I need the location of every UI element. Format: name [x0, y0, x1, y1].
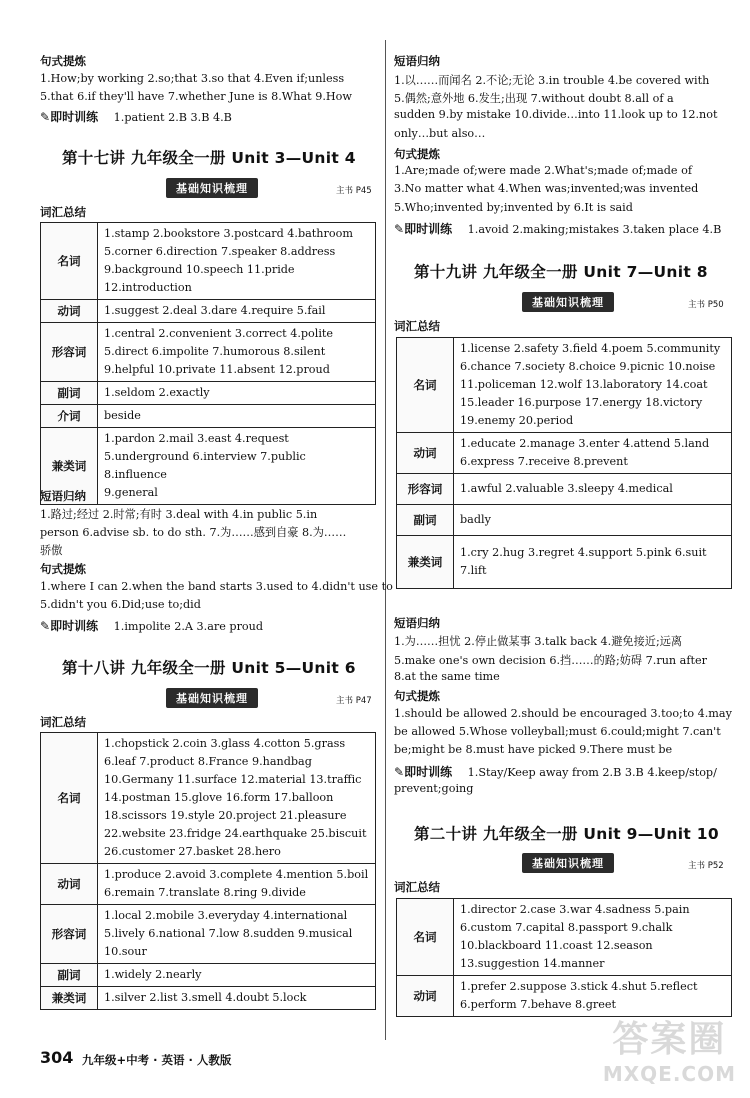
- section-banner: 基础知识梳理: [522, 853, 614, 873]
- table-row: [41, 733, 376, 864]
- pencil-icon: ✎: [394, 222, 405, 236]
- text-line: 1.为……担忧 2.停止做某事 3.talk back 4.避免接近;远离: [394, 635, 683, 648]
- row-header: 动词: [397, 433, 454, 474]
- text-line: 1.Are;made of;were made 2.What's;made of;made of: [394, 164, 692, 177]
- table-row: [397, 433, 732, 474]
- cell-line: 1.prefer 2.suppose 3.stick 4.shut 5.reflect: [460, 980, 698, 993]
- phrase-label: 短语归纳: [394, 54, 440, 68]
- cell-line: 1.license 2.safety 3.field 4.poem 5.community: [460, 342, 721, 355]
- row-header: 兼类词: [397, 536, 454, 589]
- cell-line: 1.silver 2.list 3.smell 4.doubt 5.lock: [104, 991, 307, 1004]
- cell-line: beside: [104, 409, 141, 422]
- section-banner: 基础知识梳理: [166, 688, 258, 708]
- train-answers: 1.avoid 2.making;mistakes 3.taken place 4.B: [467, 223, 722, 236]
- cell-line: 6.leaf 7.product 8.France 9.handbag: [104, 755, 312, 768]
- cell-line: 7.lift: [460, 564, 487, 577]
- cell-line: 18.scissors 19.style 20.project 21.pleasure: [104, 809, 347, 822]
- cell-line: 6.perform 7.behave 8.greet: [460, 998, 616, 1011]
- vocab-label: 词汇总结: [394, 319, 440, 333]
- section-label: 句式提炼: [40, 54, 86, 68]
- cell-line: 14.postman 15.glove 16.form 17.balloon: [104, 791, 334, 804]
- train-answers: 1.patient 2.B 3.B 4.B: [113, 111, 232, 124]
- vocab-table: [396, 898, 732, 1017]
- cell-line: 6.chance 7.society 8.choice 9.picnic 10.noise: [460, 360, 716, 373]
- text-line: 1.路过;经过 2.时常;有时 3.deal with 4.in public 5.in: [40, 508, 318, 521]
- table-row: [397, 338, 732, 433]
- table-row: [397, 474, 732, 505]
- cell-line: 10.Germany 11.surface 12.material 13.traffic: [104, 773, 362, 786]
- vocab-label: 词汇总结: [40, 715, 86, 729]
- text-line: 1.where I can 2.when the band starts 3.used to 4.didn't use to: [40, 580, 393, 593]
- cell-line: 1.stamp 2.bookstore 3.postcard 4.bathroom: [104, 227, 353, 240]
- text-line: 3.No matter what 4.When was;invented;was invented: [394, 182, 699, 195]
- text-line: sudden 9.by mistake 10.divide…into 11.look up to 12.not: [394, 108, 718, 121]
- cell-line: 1.suggest 2.deal 3.dare 4.require 5.fail: [104, 304, 326, 317]
- text-line: 5.that 6.if they'll have 7.whether June is 8.What 9.How: [40, 90, 352, 103]
- text-line: 1.How;by working 2.so;that 3.so that 4.Even if;unless: [40, 72, 345, 85]
- pencil-icon: ✎: [394, 765, 405, 779]
- cell-line: 1.widely 2.nearly: [104, 968, 202, 981]
- cell-line: 5.corner 6.direction 7.speaker 8.address: [104, 245, 336, 258]
- cell-line: badly: [460, 513, 491, 526]
- lesson-title: 第十八讲 九年级全一册 Unit 5—Unit 6: [62, 659, 356, 677]
- watermark-text: 答案圈: [612, 1019, 727, 1060]
- cell-line: 13.suggestion 14.manner: [460, 957, 605, 970]
- table-row: [41, 405, 376, 428]
- vocab-table: [40, 222, 376, 505]
- watermark-url: MXQE.COM: [602, 1062, 736, 1086]
- row-header: 名词: [41, 733, 98, 864]
- vocab-table: [396, 337, 732, 589]
- page-number: 304: [40, 1048, 74, 1067]
- table-row: [41, 323, 376, 382]
- cell-line: 6.express 7.receive 8.prevent: [460, 455, 628, 468]
- row-header: 动词: [41, 300, 98, 323]
- table-row: [41, 300, 376, 323]
- table-row: [41, 382, 376, 405]
- cell-line: 10.sour: [104, 945, 147, 958]
- text-line: 8.at the same time: [394, 670, 500, 683]
- row-header: 形容词: [41, 905, 98, 964]
- lesson-title: 第十九讲 九年级全一册 Unit 7—Unit 8: [414, 263, 708, 281]
- train-answers: 1.Stay/Keep away from 2.B 3.B 4.keep/stop/: [467, 766, 717, 779]
- text-line: person 6.advise sb. to do sth. 7.为……感到自豪 8.为……: [40, 526, 347, 539]
- sentence-label: 句式提炼: [40, 562, 86, 576]
- train-label: 即时训练: [50, 110, 99, 124]
- vocab-table: [40, 732, 376, 1010]
- text-line: prevent;going: [394, 782, 474, 795]
- train-label: 即时训练: [50, 619, 99, 633]
- table-row: [397, 899, 732, 976]
- phrase-label: 短语归纳: [40, 489, 86, 503]
- text-line: only…but also…: [394, 127, 486, 140]
- row-header: 副词: [397, 505, 454, 536]
- lesson-title: 第二十讲 九年级全一册 Unit 9—Unit 10: [414, 825, 719, 843]
- cell-line: 10.blackboard 11.coast 12.season: [460, 939, 653, 952]
- row-header: 兼类词: [41, 987, 98, 1010]
- train-line: [394, 763, 717, 780]
- phrase-label: 短语归纳: [394, 616, 440, 630]
- text-line: be;might be 8.must have picked 9.There must be: [394, 743, 673, 756]
- cell-line: 5.underground 6.interview 7.public 8.influence: [104, 450, 306, 481]
- cell-line: 9.general: [104, 486, 158, 499]
- cell-line: 1.educate 2.manage 3.enter 4.attend 5.land: [460, 437, 710, 450]
- book-reference: 主书 P50: [688, 300, 724, 310]
- cell-line: 1.cry 2.hug 3.regret 4.support 5.pink 6.suit: [460, 546, 707, 559]
- text-line: 5.Who;invented by;invented by 6.It is said: [394, 201, 633, 214]
- text-line: 骄傲: [40, 544, 63, 557]
- book-reference: 主书 P45: [336, 186, 372, 196]
- sentence-label: 句式提炼: [394, 689, 440, 703]
- table-row: [397, 505, 732, 536]
- row-header: 副词: [41, 964, 98, 987]
- row-header: 动词: [397, 976, 454, 1017]
- train-label: 即时训练: [404, 222, 453, 236]
- row-header: 兼类词: [41, 428, 98, 505]
- book-reference: 主书 P47: [336, 696, 372, 706]
- cell-line: 1.local 2.mobile 3.everyday 4.international: [104, 909, 348, 922]
- row-header: 介词: [41, 405, 98, 428]
- cell-line: 19.enemy 20.period: [460, 414, 574, 427]
- table-row: [397, 536, 732, 589]
- cell-line: 1.pardon 2.mail 3.east 4.request: [104, 432, 289, 445]
- section-banner: 基础知识梳理: [522, 292, 614, 312]
- book-reference: 主书 P52: [688, 861, 724, 871]
- row-header: 名词: [397, 899, 454, 976]
- table-row: [41, 987, 376, 1010]
- cell-line: 26.customer 27.basket 28.hero: [104, 845, 281, 858]
- table-row: [41, 864, 376, 905]
- row-header: 副词: [41, 382, 98, 405]
- column-divider: [385, 40, 386, 1040]
- pencil-icon: ✎: [40, 110, 51, 124]
- lesson-title: 第十七讲 九年级全一册 Unit 3—Unit 4: [62, 149, 356, 167]
- cell-line: 1.chopstick 2.coin 3.glass 4.cotton 5.grass: [104, 737, 346, 750]
- text-line: 5.didn't you 6.Did;use to;did: [40, 598, 201, 611]
- row-header: 动词: [41, 864, 98, 905]
- text-line: 5.make one's own decision 6.挡……的路;妨碍 7.run after: [394, 654, 707, 667]
- table-row: [41, 428, 376, 505]
- cell-line: 9.helpful 10.private 11.absent 12.proud: [104, 363, 330, 376]
- section-banner: 基础知识梳理: [166, 178, 258, 198]
- pencil-icon: ✎: [40, 619, 51, 633]
- train-line: [40, 108, 232, 125]
- cell-line: 15.leader 16.purpose 17.energy 18.victory: [460, 396, 703, 409]
- train-line: [40, 617, 263, 634]
- sentence-label: 句式提炼: [394, 147, 440, 161]
- cell-line: 1.director 2.case 3.war 4.sadness 5.pain: [460, 903, 690, 916]
- train-answers: 1.impolite 2.A 3.are proud: [113, 620, 264, 633]
- cell-line: 9.background 10.speech 11.pride 12.introduction: [104, 263, 295, 294]
- table-row: [41, 223, 376, 300]
- watermark-logo: [603, 1011, 736, 1086]
- cell-line: 6.custom 7.capital 8.passport 9.chalk: [460, 921, 673, 934]
- text-line: 1.should be allowed 2.should be encouraged 3.too;to 4.may: [394, 707, 732, 720]
- cell-line: 1.central 2.convenient 3.correct 4.polite: [104, 327, 334, 340]
- cell-line: 6.remain 7.translate 8.ring 9.divide: [104, 886, 306, 899]
- table-row: [41, 905, 376, 964]
- row-header: 名词: [397, 338, 454, 433]
- cell-line: 22.website 23.fridge 24.earthquake 25.biscuit: [104, 827, 367, 840]
- text-line: 5.偶然;意外地 6.发生;出现 7.without doubt 8.all of a: [394, 92, 674, 105]
- cell-line: 5.direct 6.impolite 7.humorous 8.silent: [104, 345, 326, 358]
- row-header: 形容词: [41, 323, 98, 382]
- table-row: [41, 964, 376, 987]
- cell-line: 1.awful 2.valuable 3.sleepy 4.medical: [460, 482, 673, 495]
- cell-line: 1.produce 2.avoid 3.complete 4.mention 5.boil: [104, 868, 369, 881]
- text-line: be allowed 5.Whose volleyball;must 6.could;might 7.can't: [394, 725, 721, 738]
- vocab-label: 词汇总结: [394, 880, 440, 894]
- row-header: 形容词: [397, 474, 454, 505]
- vocab-label: 词汇总结: [40, 205, 86, 219]
- train-line: [394, 220, 721, 237]
- footer-text: 九年级+中考 · 英语 · 人教版: [82, 1053, 232, 1067]
- train-label: 即时训练: [404, 765, 453, 779]
- cell-line: 5.lively 6.national 7.low 8.sudden 9.musical: [104, 927, 353, 940]
- cell-line: 11.policeman 12.wolf 13.laboratory 14.coat: [460, 378, 708, 391]
- row-header: 名词: [41, 223, 98, 300]
- cell-line: 1.seldom 2.exactly: [104, 386, 210, 399]
- text-line: 1.以……而闻名 2.不论;无论 3.in trouble 4.be covered with: [394, 74, 710, 87]
